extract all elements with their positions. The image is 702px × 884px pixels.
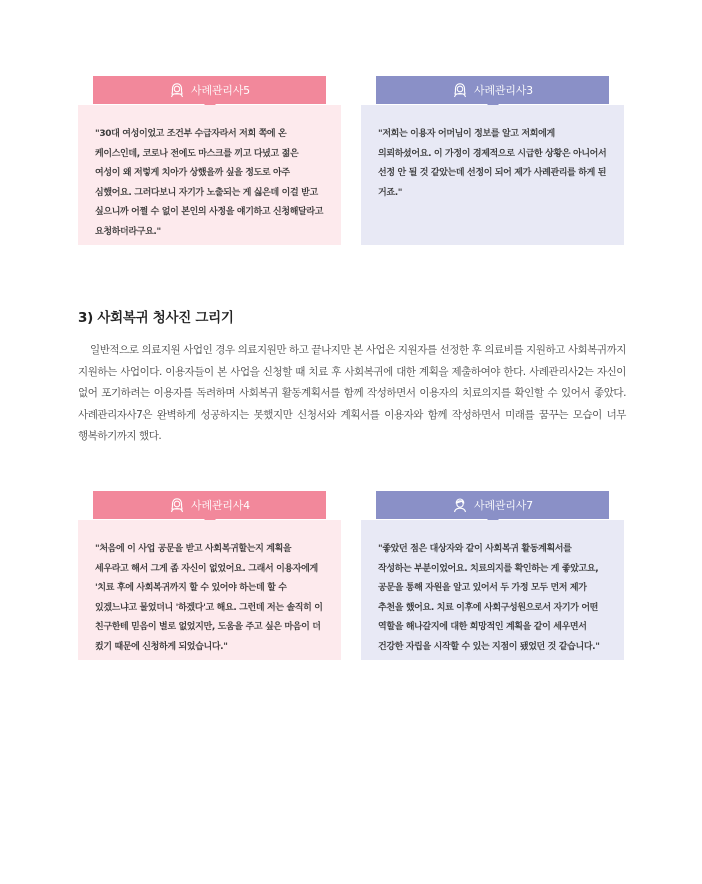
female-case-manager-icon — [169, 497, 185, 513]
quote-card-title: 사례관리사4 — [191, 499, 250, 512]
section-paragraph: 일반적으로 의료지원 사업인 경우 의료지원만 하고 끝나지만 본 사업은 지원자를 선정한 후 의료비를 지원하고 사회복귀까지 지원하는 사업이다. 이용자들이 본 사업을 신청할 때 치료 후 사회복귀에 대한 계획을 제출하여야 한다. 사례관리사2는 자신이 없어 포기하려는 이용자를 독려하며 사회복귀 활동계획서를 함께 작성하면서 이용자의 치료의지를 확인할 수 있어서 좋았다. 사례관리자사7은 완벽하게 성공하지는 못했지만 신청서와 계획서를 이용자와 함께 작성하면서 미래를 꿈꾸는 모습이 너무 행복하기까지 했다. — [78, 344, 626, 443]
quote-card-header — [376, 491, 609, 519]
quote-card-title: 사례관리사5 — [191, 84, 250, 97]
quote-text: "30대 여성이었고 조건부 수급자라서 저희 쪽에 온 케이스인데, 코로나 전에도 마스크를 끼고 다녔고 젊은 여성이 왜 저렇게 치아가 상했을까 싶을 정도로 아주 심했어요. 그러다보니 자기가 노출되는 게 싫은데 이걸 받고 싶으니까 어쩔 수 없이 본인의 사정을 얘기하고 신청해달라고 요청하더라구요." — [95, 129, 324, 237]
quote-card-header — [93, 491, 326, 519]
quote-card-case-manager-7 — [361, 491, 624, 660]
quote-card-header — [93, 76, 326, 104]
quote-card-body — [78, 520, 341, 660]
quote-card-title: 사례관리사7 — [474, 499, 533, 512]
quote-card-case-manager-4 — [78, 491, 341, 660]
quote-card-case-manager-5 — [78, 76, 341, 245]
female-case-manager-icon — [169, 82, 185, 98]
quote-card-body — [78, 105, 341, 245]
quote-card-body — [361, 105, 624, 245]
male-case-manager-icon — [452, 497, 468, 513]
section-heading: 3) 사회복귀 청사진 그리기 — [78, 310, 234, 326]
quote-text: "좋았던 점은 대상자와 같이 사회복귀 활동계획서를 작성하는 부분이었어요. 치료의지를 확인하는 게 좋았고요, 공문을 통해 자원을 알고 있어서 두 가정 모두 먼저 제가 추천을 했어요. 치료 이후에 사회구성원으로서 자기가 어떤 역할을 해나갈지에 대한 희망적인 계획을 같이 세우면서 건강한 자립을 시작할 수 있는 지점이 됐었던 것 같습니다." — [378, 544, 600, 652]
female-case-manager-icon — [452, 82, 468, 98]
quote-card-header — [376, 76, 609, 104]
quote-card-case-manager-3 — [361, 76, 624, 245]
quote-text: "저희는 이용자 어머님이 정보를 알고 저희에게 의뢰하셨어요. 이 가정이 경제적으로 시급한 상황은 아니어서 선정 안 될 것 같았는데 선정이 되어 제가 사례관리를 하게 된 거죠." — [378, 129, 607, 198]
quote-card-title: 사례관리사3 — [474, 84, 533, 97]
quote-text: "처음에 이 사업 공문을 받고 사회복귀할는지 계획을 세우라고 해서 그게 좀 자신이 없었어요. 그래서 이용자에게 '치료 후에 사회복귀까지 할 수 있어야 하는데 할 수 있겠느냐고 물었더니 '하겠다'고 해요. 그런데 저는 솔직히 이 친구한테 믿음이 별로 없었지만, 도움을 주고 싶은 마음이 더 컸기 때문에 신청하게 되었습니다." — [95, 544, 323, 652]
quote-card-body — [361, 520, 624, 660]
